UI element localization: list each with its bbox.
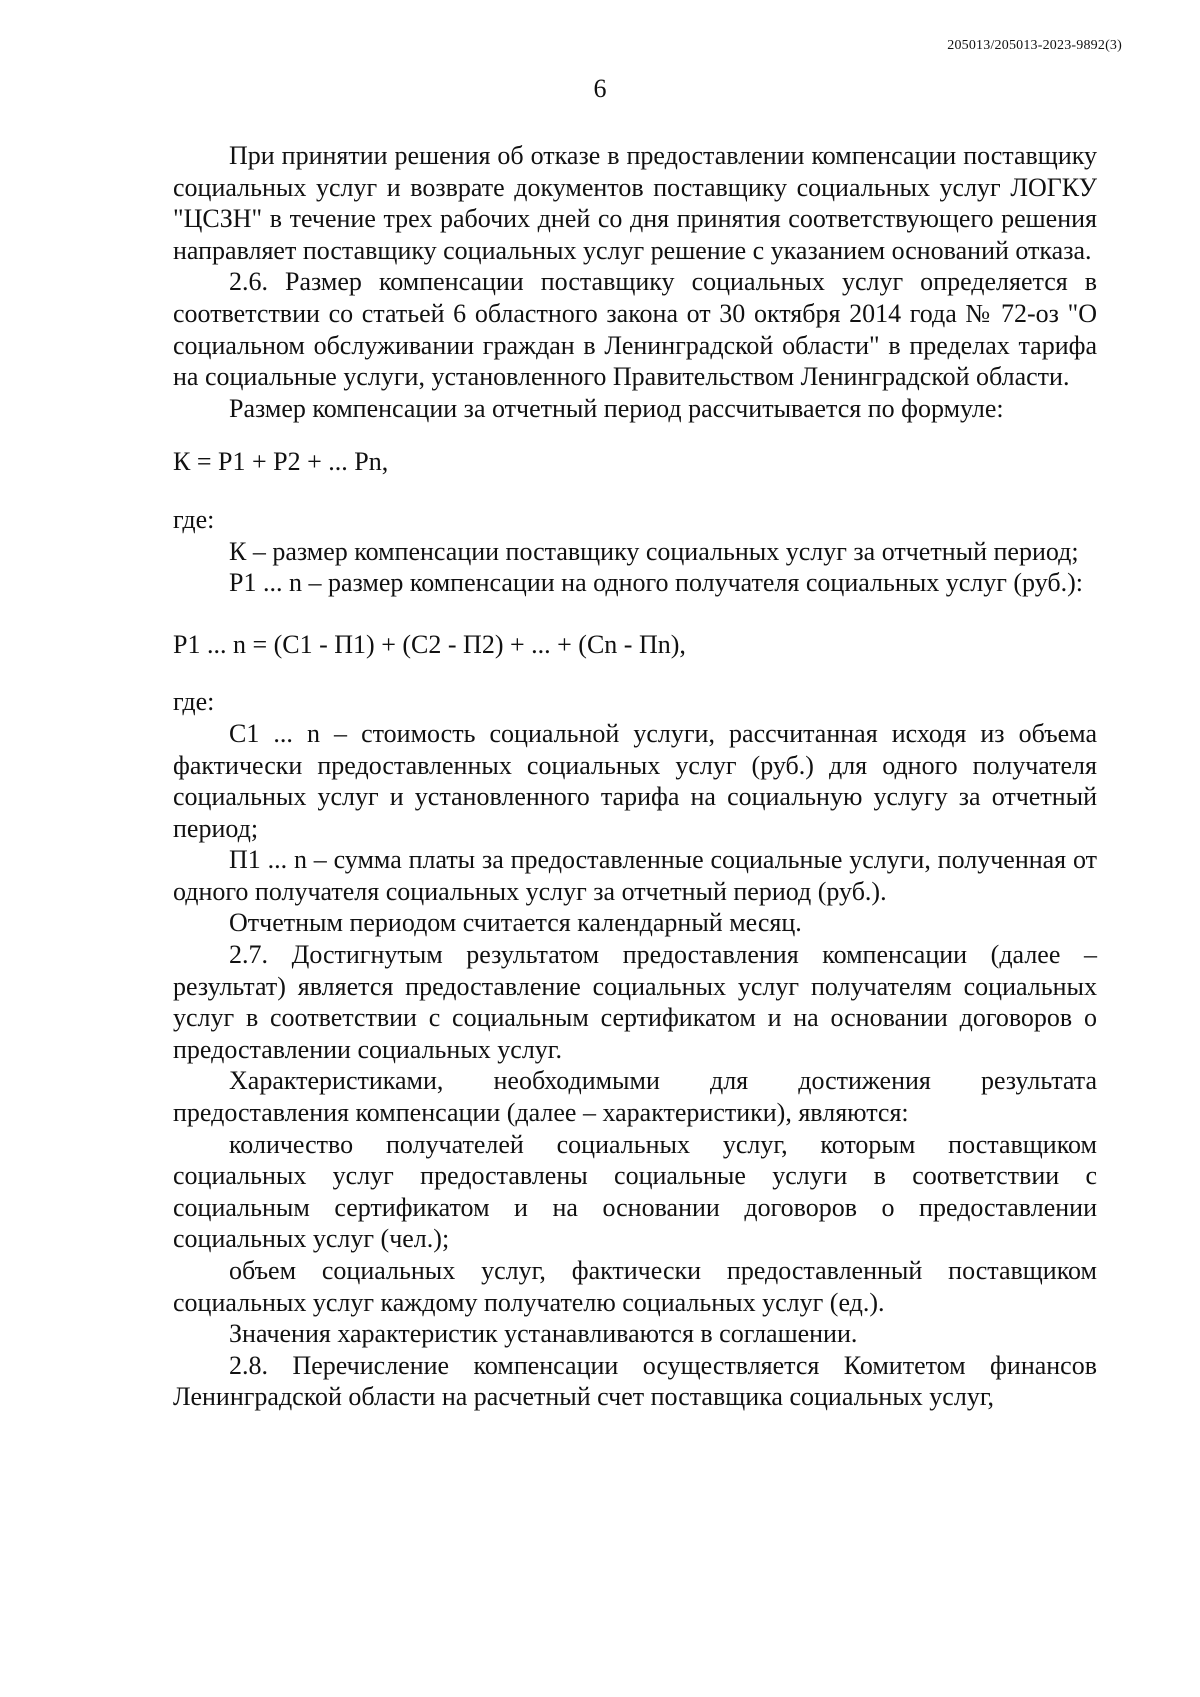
paragraph-2-7: 2.7. Достигнутым результатом предоставления компенсации (далее – результат) является предоставление социальных услуг получателям социальных услуг в соответствии с социальным сертификатом и на основании договоров о предоставлении социальных услуг. bbox=[173, 940, 1097, 1064]
paragraph-values-agreement: Значения характеристик устанавливаются в соглашении. bbox=[229, 1319, 858, 1349]
paragraph-characteristic-count: количество получателей социальных услуг, которым поставщиком социальных услуг предоставлены социальные услуги в соответствии с социальным сертификатом и на основании договоров о предоставлении социальных услуг (чел.); bbox=[173, 1129, 1097, 1254]
paragraph-characteristics: Характеристиками, необходимыми для достижения результата предоставления компенсации (далее – характеристики), являются: bbox=[173, 1066, 1097, 1128]
paragraph-refusal: При принятии решения об отказе в предоставлении компенсации поставщику социальных услуг и возврате документов поставщику социальных услуг ЛОГКУ "ЦСЗН" в течение трех рабочих дней со дня принятия соответствующего решения направляет поставщику социальных услуг решение с указанием оснований отказа. bbox=[173, 141, 1097, 265]
paragraph-reporting-period: Отчетным периодом считается календарный месяц. bbox=[229, 908, 802, 938]
page-number: 6 bbox=[593, 74, 607, 103]
paragraph-def-pi: П1 ... n – сумма платы за предоставленные социальные услуги, полученная от одного получателя социальных услуг за отчетный период (руб.). bbox=[173, 845, 1097, 906]
formula-compensation-total: К = Р1 + Р2 + ... Рn, bbox=[173, 447, 389, 477]
paragraph-characteristic-volume: объем социальных услуг, фактически предоставленный поставщиком социальных услуг каждому получателю социальных услуг (ед.). bbox=[173, 1256, 1097, 1317]
formula-per-recipient: Р1 ... n = (С1 - П1) + (С2 - П2) + ... + (Сn - Пn), bbox=[173, 629, 686, 659]
document-id: 205013/205013-2023-9892(3) bbox=[947, 38, 1122, 53]
paragraph-def-c: С1 ... n – стоимость социальной услуги, рассчитанная исходя из объема фактически предоставленных социальных услуг (руб.) для одного получателя социальных услуг и установленного тарифа на социальную услугу за отчетный период; bbox=[173, 718, 1097, 843]
paragraph-2-6: 2.6. Размер компенсации поставщику социальных услуг определяется в соответствии со статьей 6 областного закона от 30 октября 2014 года № 72-оз "О социальном обслуживании граждан в Ленинградской области" в пределах тарифа на социальные услуги, установленного Правительством Ленинградской области. bbox=[173, 267, 1097, 392]
paragraph-def-p: Р1 ... n – размер компенсации на одного получателя социальных услуг (руб.): bbox=[229, 568, 1083, 598]
paragraph-where-1: где: bbox=[173, 504, 215, 534]
document-body bbox=[173, 140, 1097, 1413]
paragraph-where-2: где: bbox=[173, 687, 215, 717]
paragraph-def-k: К – размер компенсации поставщику социальных услуг за отчетный период; bbox=[229, 536, 1079, 566]
paragraph-2-8: 2.8. Перечисление компенсации осуществляется Комитетом финансов Ленинградской области на расчетный счет поставщика социальных услуг, bbox=[173, 1350, 1097, 1412]
paragraph-formula-intro: Размер компенсации за отчетный период рассчитывается по формуле: bbox=[229, 393, 1004, 423]
